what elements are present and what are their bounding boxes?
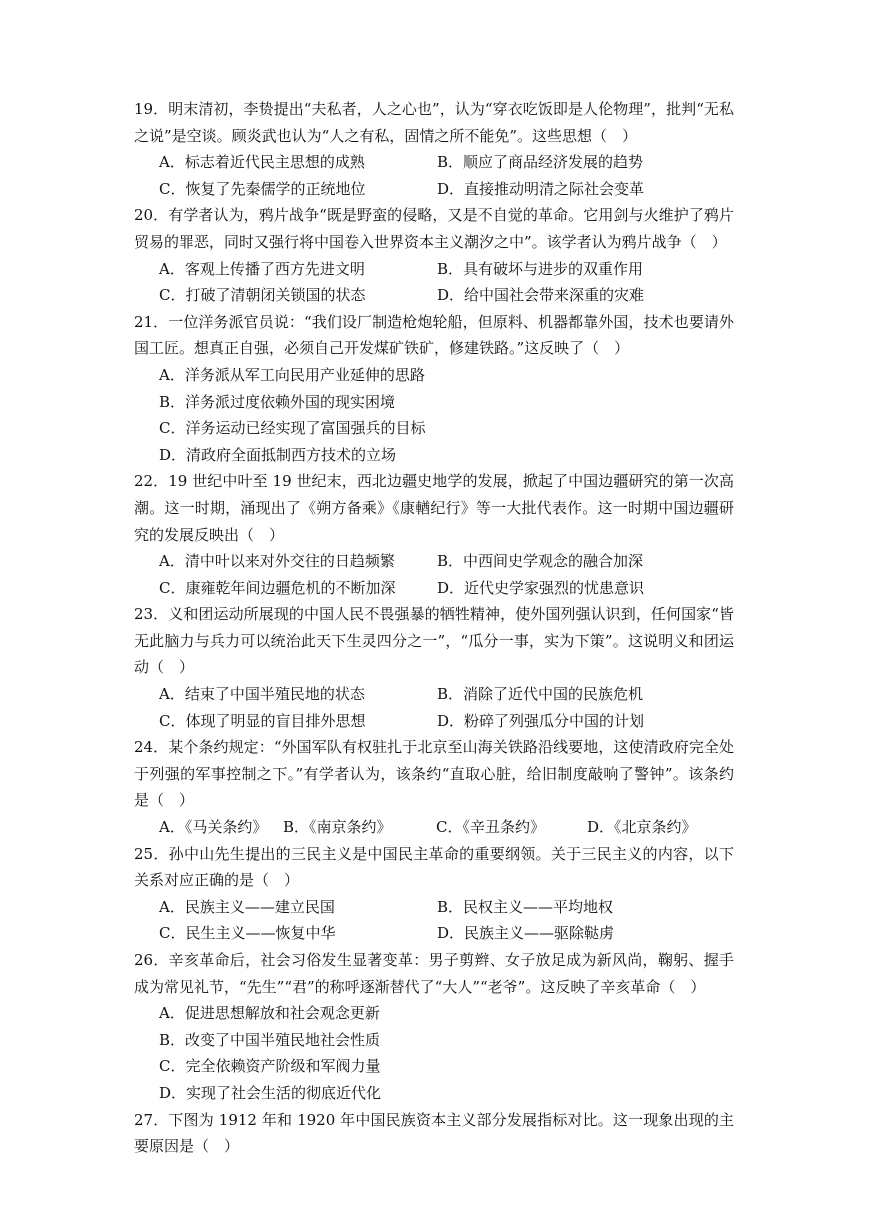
option-a: A．洋务派从军工向民用产业延伸的思路 bbox=[159, 365, 425, 384]
option-c: C．打破了清朝闭关锁国的状态 bbox=[159, 286, 366, 305]
question-stem: 20．有学者认为，鸦片战争“既是野蛮的侵略，又是不自觉的革命。它用剑与火维护了鸦片贸易的罪恶，同时又强行将中国卷入世界资本主义潮汐之中”。该学者认为鸦片战争（ ） bbox=[134, 206, 734, 251]
option-a: A．客观上传播了西方先进文明 bbox=[159, 259, 365, 278]
question-19 bbox=[134, 96, 734, 202]
question-stem: 27．下图为 1912 年和 1920 年中国民族资本主义部分发展指标对比。这一现象出现的主要原因是（ ） bbox=[134, 1110, 734, 1156]
question-24 bbox=[134, 734, 734, 840]
option-b: B．中西间史学观念的融合加深 bbox=[437, 552, 644, 571]
option-a: A．民族主义——建立民国 bbox=[159, 897, 335, 916]
option-c: C．完全依赖资产阶级和军阀力量 bbox=[159, 1057, 381, 1076]
question-25 bbox=[134, 841, 734, 947]
question-stem: 26．辛亥革命后，社会习俗发生显著变革：男子剪辫、女子放足成为新风尚，鞠躬、握手成为常见礼节，“先生”“君”的称呼逐渐替代了“大人”“老爷”。这反映了辛亥革命（ ） bbox=[134, 951, 734, 996]
option-row bbox=[134, 149, 734, 176]
option-b: B．民权主义——平均地权 bbox=[437, 897, 614, 916]
option-row bbox=[134, 282, 734, 309]
option-a: A．《马关条约》 bbox=[159, 818, 268, 837]
option-row bbox=[134, 814, 734, 841]
option-d: D．《北京条约》 bbox=[587, 818, 697, 837]
option-a: A．结束了中国半殖民地的状态 bbox=[159, 685, 365, 704]
option-d: D．民族主义——驱除鞑虏 bbox=[437, 924, 615, 943]
option-row bbox=[134, 548, 734, 575]
option-d: D．给中国社会带来深重的灾难 bbox=[437, 286, 645, 305]
option-c: C．《辛丑条约》 bbox=[436, 818, 545, 837]
option-c: C．民生主义——恢复中华 bbox=[159, 924, 336, 943]
option-d: D．实现了社会生活的彻底近代化 bbox=[159, 1083, 382, 1102]
option-row bbox=[134, 681, 734, 708]
question-stem: 19．明末清初，李贽提出“夫私者，人之心也”，认为“穿衣吃饭即是人伦物理”，批判“无私之说”是空谈。顾炎武也认为“人之有私，固情之所不能免”。这些思想（ ） bbox=[134, 100, 734, 145]
question-27 bbox=[134, 1107, 734, 1160]
option-c: C．洋务运动已经实现了富国强兵的目标 bbox=[159, 419, 426, 438]
option-c: C．恢复了先秦儒学的正统地位 bbox=[159, 179, 366, 198]
exam-page bbox=[134, 96, 734, 1160]
question-22 bbox=[134, 468, 734, 601]
question-stem: 25．孙中山先生提出的三民主义是中国民主革命的重要纲领。关于三民主义的内容，以下关系对应正确的是（ ） bbox=[134, 844, 734, 890]
option-b: B．消除了近代中国的民族危机 bbox=[437, 685, 644, 704]
option-b: B．改变了中国半殖民地社会性质 bbox=[159, 1030, 381, 1049]
option-row bbox=[134, 708, 734, 735]
option-b: B．洋务派过度依赖外国的现实困境 bbox=[159, 392, 396, 411]
option-d: D．近代史学家强烈的忧患意识 bbox=[437, 578, 645, 597]
option-c: C．体现了明显的盲目排外思想 bbox=[159, 711, 366, 730]
question-26 bbox=[134, 947, 734, 1107]
option-a: A．清中叶以来对外交往的日趋频繁 bbox=[159, 552, 395, 571]
question-stem: 23．义和团运动所展现的中国人民不畏强暴的牺牲精神，使外国列强认识到，任何国家“皆无此脑力与兵力可以统治此天下生灵四分之一”，“瓜分一事，实为下策”。这说明义和团运动（ ） bbox=[134, 605, 734, 677]
option-a: A．标志着近代民主思想的成熟 bbox=[159, 153, 365, 172]
option-row bbox=[134, 256, 734, 283]
question-20 bbox=[134, 202, 734, 308]
option-a: A．促进思想解放和社会观念更新 bbox=[159, 1004, 380, 1023]
option-d: D．清政府全面抵制西方技术的立场 bbox=[159, 445, 397, 464]
option-b: B．具有破坏与进步的双重作用 bbox=[437, 259, 644, 278]
question-23 bbox=[134, 601, 734, 734]
question-stem: 21．一位洋务派官员说：“我们设厂制造枪炮轮船，但原料、机器都靠外国，技术也要请外国工匠。想真正自强，必须自己开发煤矿铁矿，修建铁路。”这反映了（ ） bbox=[134, 312, 734, 358]
option-d: D．粉碎了列强瓜分中国的计划 bbox=[437, 711, 645, 730]
question-21 bbox=[134, 309, 734, 469]
option-b: B．顺应了商品经济发展的趋势 bbox=[437, 153, 644, 172]
option-row bbox=[134, 176, 734, 203]
option-row bbox=[134, 920, 734, 947]
option-row bbox=[134, 575, 734, 602]
question-stem: 24．某个条约规定：“外国军队有权驻扎于北京至山海关铁路沿线要地，这使清政府完全处于列强的军事控制之下。”有学者认为，该条约“直取心脏，给旧制度敲响了警钟”。该条约是（ ） bbox=[134, 738, 734, 810]
option-c: C．康雍乾年间边疆危机的不断加深 bbox=[159, 578, 396, 597]
question-stem: 22．19 世纪中叶至 19 世纪末，西北边疆史地学的发展，掀起了中国边疆研究的第一次高潮。这一时期，涌现出了《朔方备乘》《康輶纪行》等一大批代表作。这一时期中国边疆研究的发展反映出（ ） bbox=[134, 472, 734, 544]
option-row bbox=[134, 894, 734, 921]
option-b: B．《南京条约》 bbox=[283, 818, 392, 837]
option-d: D．直接推动明清之际社会变革 bbox=[437, 179, 645, 198]
